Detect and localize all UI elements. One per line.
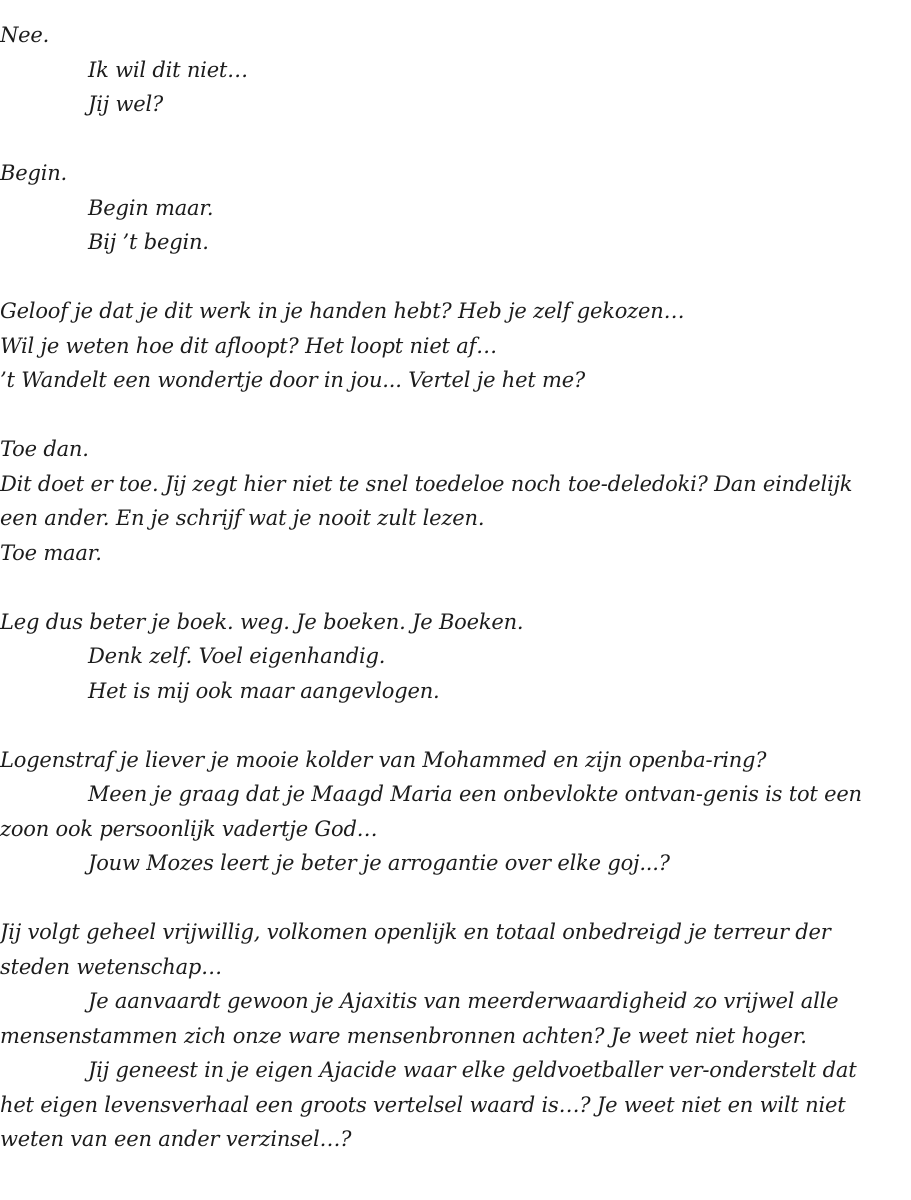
poem-line: Jouw Mozes leert je beter je arrogantie over elke goj...? [88,851,670,875]
stanza-break [0,708,905,743]
poem-line: weten van een ander verzinsel…? [0,1127,352,1151]
poem-line: Je aanvaardt gewoon je Ajaxitis van meerderwaardigheid zo vrijwel alle [88,989,839,1013]
poem-line: zoon ook persoonlijk vadertje God… [0,816,378,841]
stanza-break [0,881,905,916]
poem-line: een ander. En je schrijf wat je nooit zult lezen. [0,506,485,530]
stanza-break [0,260,905,295]
poem-line: Denk zelf. Voel eigenhandig. [88,644,386,668]
poem-line: Geloof je dat je dit werk in je handen hebt? Heb je zelf gekozen… [0,299,685,323]
poem-line: Het is mij ook maar aangevlogen. [88,678,440,703]
poem-line: Begin. [0,161,68,185]
poem-line: ’t Wandelt een wondertje door in jou... Vertel je het me? [0,368,586,392]
poem-line: het eigen levensverhaal een groots vertelsel waard is…? Je weet niet en wilt niet [0,1092,846,1117]
poem-line: Jij volgt geheel vrijwillig, volkomen openlijk en totaal onbedreigd je terreur der [0,920,831,944]
poem-line: Toe dan. [0,437,89,461]
poem-line: Ik wil dit niet… [88,57,248,82]
poem-line: Begin maar. [88,195,214,220]
poem-line: Leg dus beter je boek. weg. Je boeken. Je Boeken. [0,609,524,634]
poem-line: mensenstammen zich onze ware mensenbronnen achten? Je weet niet hoger. [0,1023,807,1048]
poem-line: Bij ’t begin. [88,230,209,254]
poem-text [0,18,905,1157]
poem-line: Toe maar. [0,540,102,565]
poem-line: Wil je weten hoe dit afloopt? Het loopt niet af… [0,333,497,358]
poem-line: Jij geneest in je eigen Ajacide waar elke geldvoetballer ver-onderstelt dat [88,1058,857,1082]
poem-line: steden wetenschap… [0,954,222,979]
poem-line: Nee. [0,23,50,47]
stanza-break [0,122,905,157]
stanza-break [0,570,905,605]
poem-line: Dit doet er toe. Jij zegt hier niet te snel toedeloe noch toe-deledoki? Dan eindelijk [0,471,853,496]
poem-line: Meen je graag dat je Maagd Maria een onbevlokte ontvan-genis is tot een [88,782,862,806]
poem-line: Logenstraf je liever je mooie kolder van Mohammed en zijn openba-ring? [0,747,767,772]
stanza-break [0,398,905,433]
poem-line: Jij wel? [88,92,164,116]
